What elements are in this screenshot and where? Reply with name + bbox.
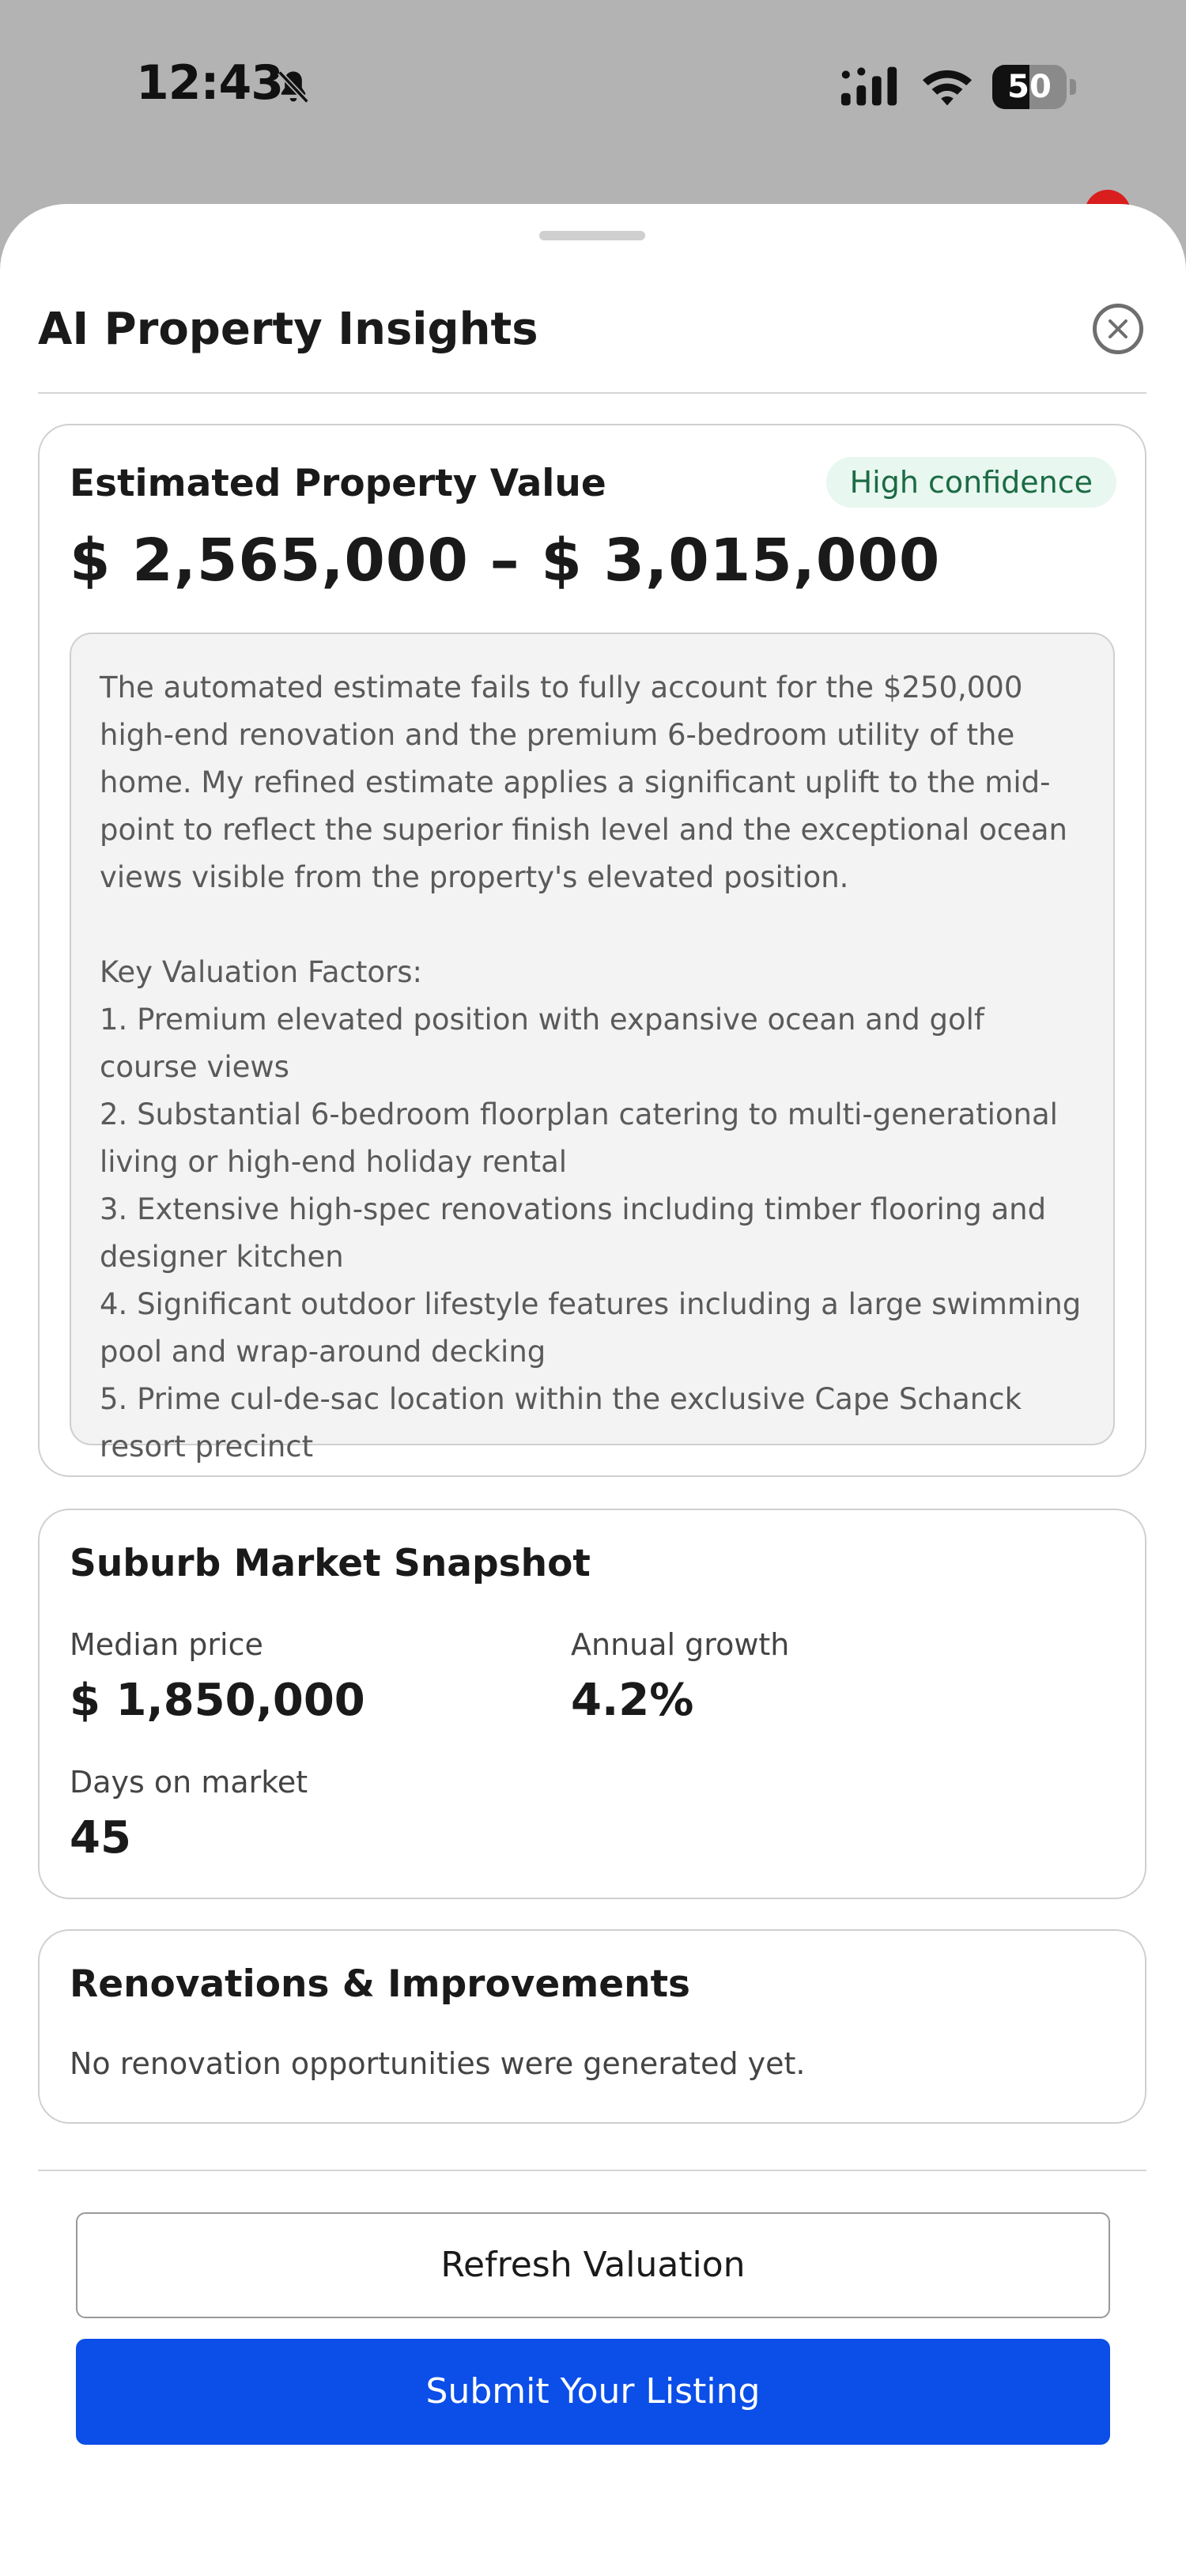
days-on-market-label: Days on market [70, 1765, 308, 1800]
status-bar [0, 0, 1186, 174]
wifi-icon [920, 65, 975, 109]
header-divider [38, 392, 1146, 394]
market-snapshot-card [38, 1509, 1146, 1899]
factors-heading: Key Valuation Factors: [100, 955, 422, 989]
market-title: Suburb Market Snapshot [70, 1542, 591, 1585]
valuation-card [38, 424, 1146, 1477]
factor-item: 2. Substantial 6-bedroom floorplan catering to multi-generational living or high-end holiday rental [100, 1097, 1058, 1179]
ai-insights-sheet [0, 204, 1186, 2576]
signal-icon [840, 65, 901, 109]
sheet-grabber[interactable] [539, 231, 645, 240]
battery-icon [992, 65, 1078, 109]
value-range: $ 2,565,000 – $ 3,015,000 [70, 527, 941, 595]
sheet-title: AI Property Insights [38, 304, 538, 355]
median-price-label: Median price [70, 1627, 263, 1662]
days-on-market-value: 45 [70, 1812, 131, 1864]
annual-growth-value: 4.2% [571, 1675, 694, 1726]
annual-growth-label: Annual growth [571, 1627, 790, 1662]
factor-item: 1. Premium elevated position with expansive ocean and golf course views [100, 1003, 984, 1084]
confidence-badge: High confidence [826, 457, 1116, 508]
renovations-empty-text: No renovation opportunities were generated yet. [70, 2046, 806, 2081]
renovations-title: Renovations & Improvements [70, 1962, 691, 2006]
status-time: 12:43 [136, 55, 283, 111]
valuation-explanation [70, 633, 1115, 1464]
refresh-valuation-button[interactable]: Refresh Valuation [76, 2212, 1110, 2318]
explanation-text: The automated estimate fails to fully account for the $250,000 high-end renovation and the premium 6-bedroom utility of the home. My refined estimate applies a significant uplift to the mid-point to reflect the superior finish level and the exceptional ocean views visible from the property's elevated position. [100, 670, 1067, 894]
submit-listing-button[interactable]: Submit Your Listing [76, 2339, 1110, 2445]
valuation-title: Estimated Property Value [70, 462, 606, 505]
renovations-card [38, 1929, 1146, 2124]
bell-slash-icon [273, 66, 314, 108]
factor-item: 4. Significant outdoor lifestyle features including a large swimming pool and wrap-around decking [100, 1287, 1082, 1369]
factor-item: 5. Prime cul-de-sac location within the exclusive Cape Schanck resort precinct [100, 1382, 1022, 1464]
close-icon [1107, 318, 1129, 340]
factor-item: 3. Extensive high-spec renovations including timber flooring and designer kitchen [100, 1192, 1047, 1274]
median-price-value: $ 1,850,000 [70, 1675, 365, 1726]
footer-divider [38, 2170, 1146, 2171]
close-button[interactable] [1093, 304, 1143, 354]
battery-level: 50 [1007, 69, 1052, 105]
